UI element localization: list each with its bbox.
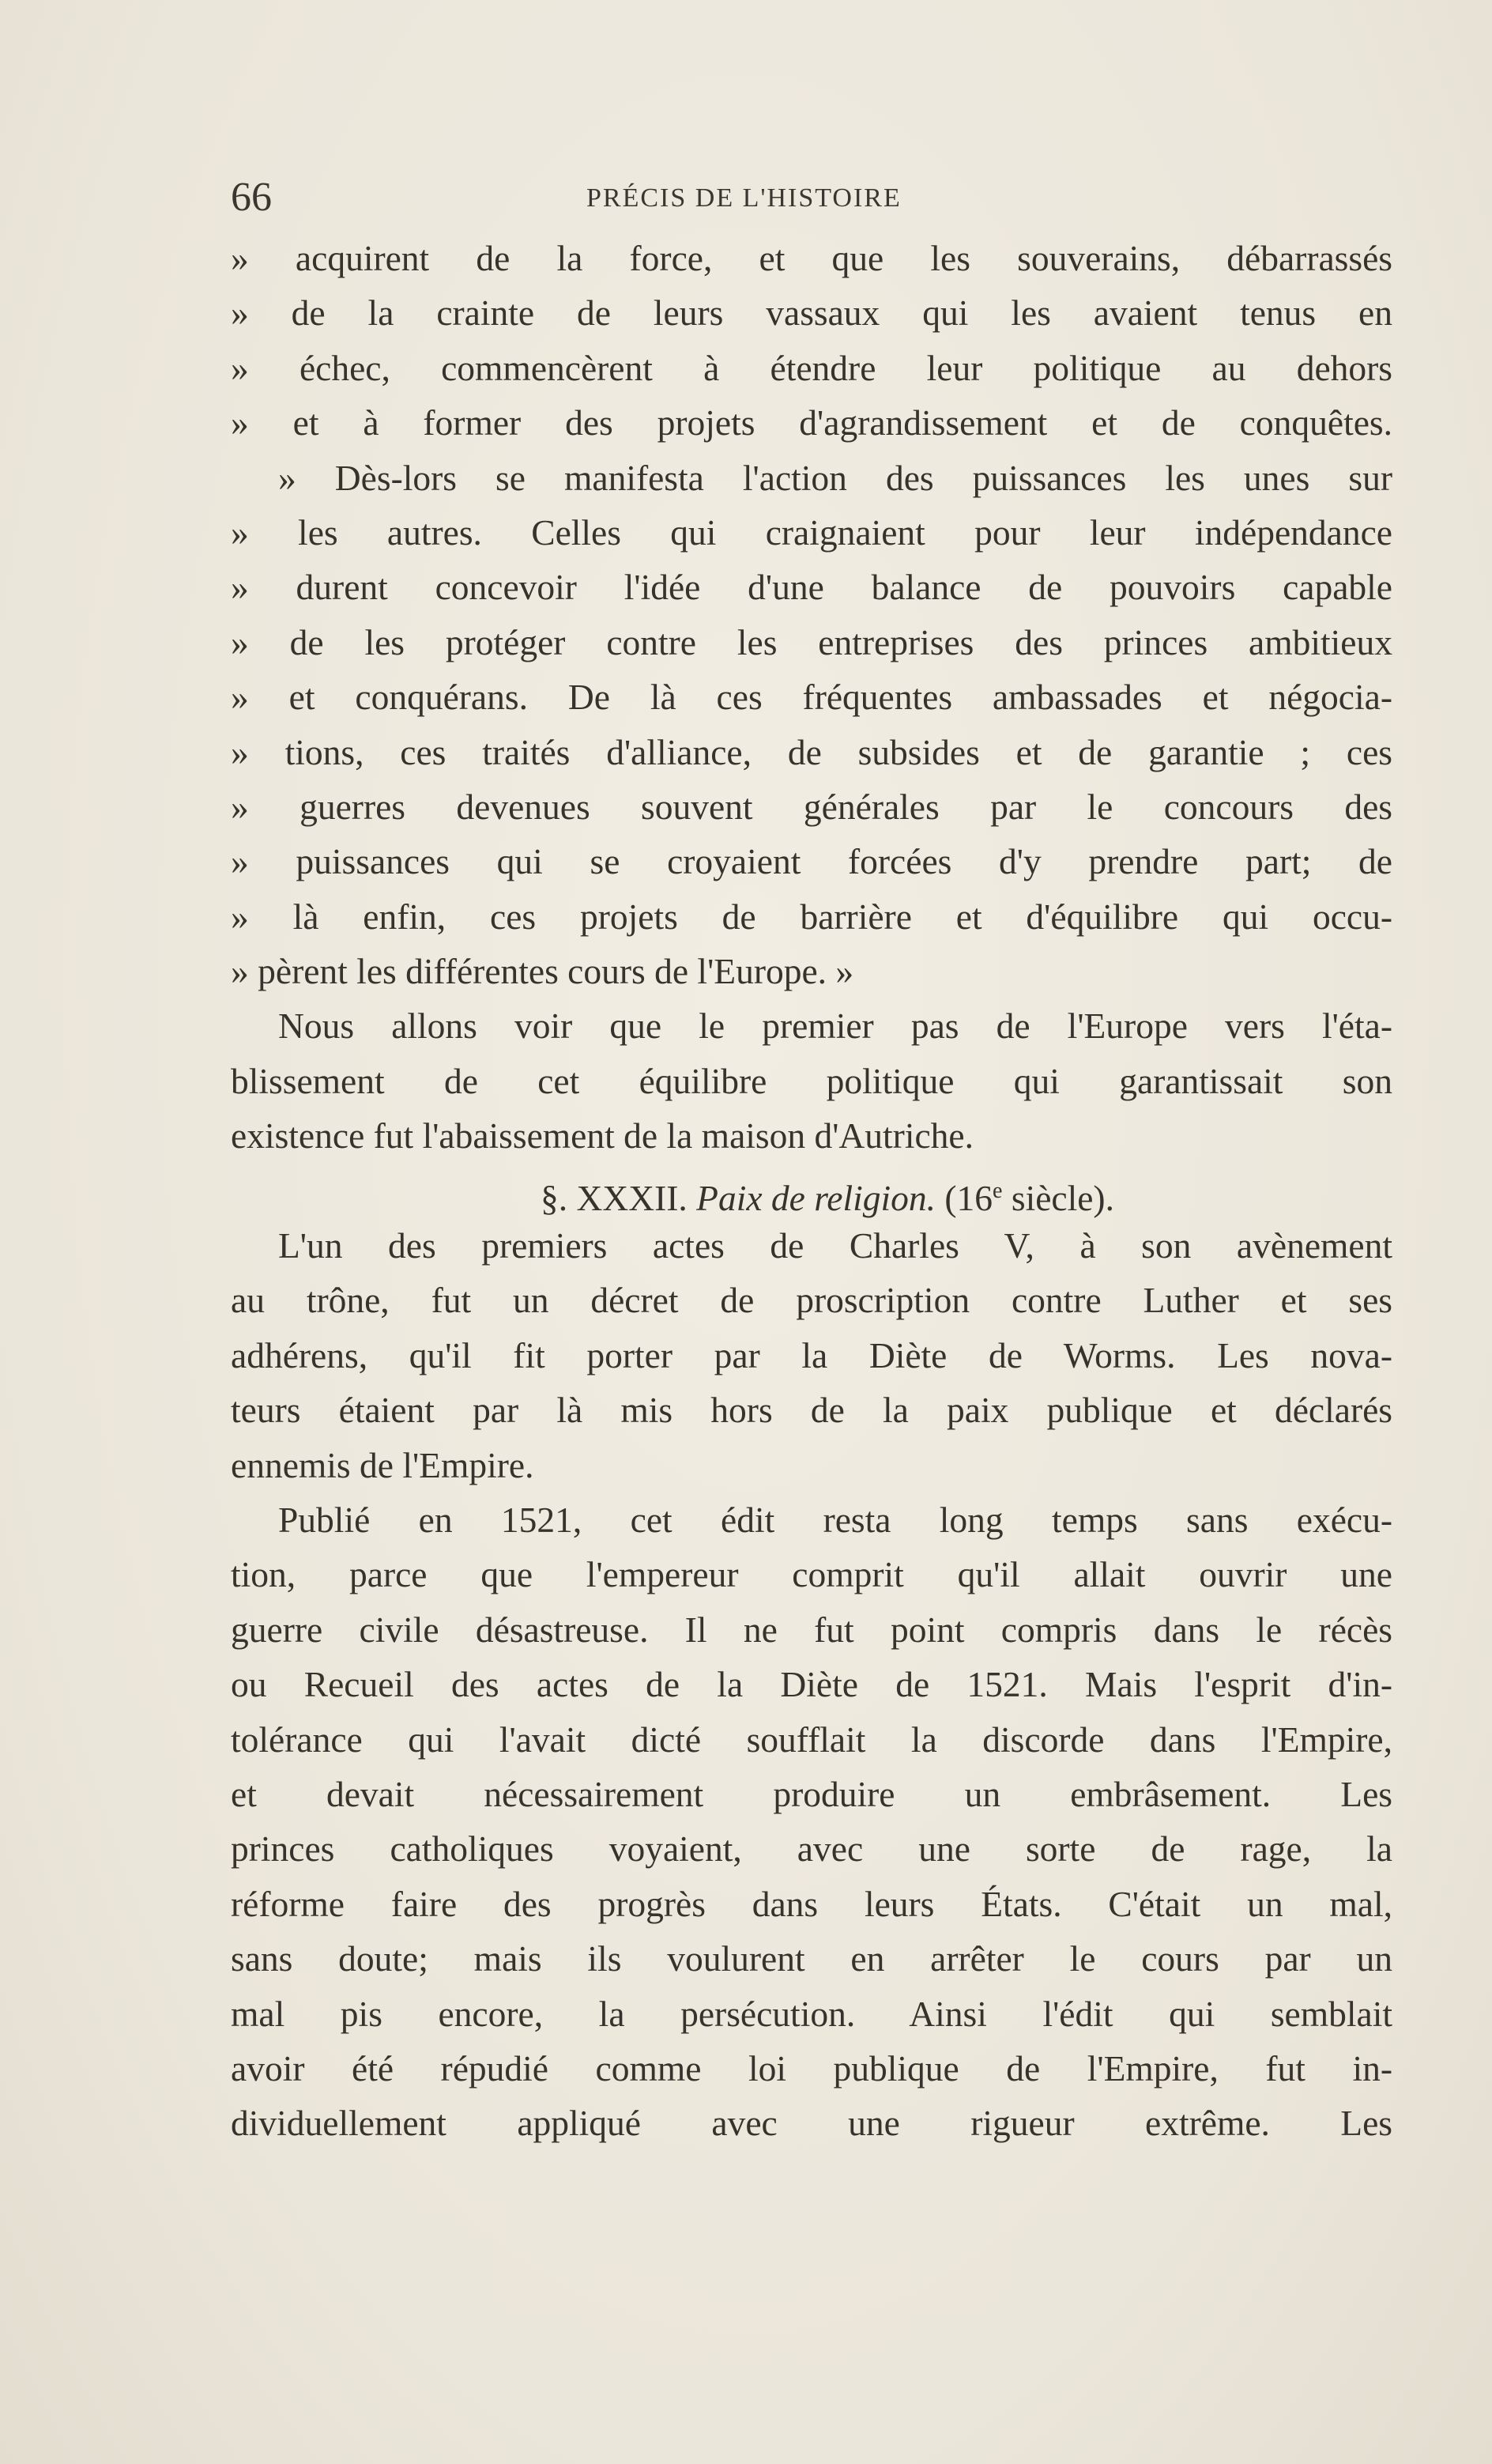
text-line: dividuellement appliqué avec une rigueur extrême. Les [231,2103,1392,2144]
page-header [231,174,1392,229]
text-line: blissement de cet équilibre politique qui garantissait son [231,1060,1392,1101]
text-line: » acquirent de la force, et que les souverains, débarrassés [231,238,1392,278]
text-line: au trône, fut un décret de proscription contre Luther et ses [231,1280,1392,1321]
paragraph [231,1492,1392,2151]
paragraph [231,1218,1392,1492]
text-line: réforme faire des progrès dans leurs États. C'était un mal, [231,1883,1392,1924]
text-line: tion, parce que l'empereur comprit qu'il allait ouvrir une [231,1554,1392,1595]
text-line: avoir été répudié comme loi publique de l'Empire, fut in- [231,2047,1392,2089]
page-body [231,231,1392,2151]
text-line: existence fut l'abaissement de la maison d'Autriche. [231,1115,974,1157]
page-number: 66 [231,175,272,220]
text-line: ennemis de l'Empire. [231,1444,534,1485]
quotation-block [231,231,1392,998]
text-line: » pèrent les différentes cours de l'Europe. » [231,951,854,992]
text-line: » les autres. Celles qui craignaient pour leur indépendance [231,511,1392,553]
text-line: » tions, ces traités d'alliance, de subsides et de garantie ; ces [231,731,1392,772]
section-number: §. XXXII. [541,1177,688,1218]
text-line: mal pis encore, la persécution. Ainsi l'édit qui semblait [231,1993,1392,2034]
text-line: Nous allons voir que le premier pas de l'Europe vers l'éta- [278,1006,1392,1047]
text-line: » échec, commencèrent à étendre leur politique au dehors [231,347,1392,388]
text-line: sans doute; mais ils voulurent en arrêter le cours par un [231,1938,1392,1979]
text-line: » là enfin, ces projets de barrière et d'équilibre qui occu- [231,896,1392,937]
text-line: » de les protéger contre les entreprises des princes ambitieux [231,621,1392,662]
text-line: et devait nécessairement produire un embrâsement. Les [231,1773,1392,1814]
section-heading [231,1164,1392,1218]
text-line: guerre civile désastreuse. Il ne fut point compris dans le récès [231,1609,1392,1650]
text-line: » de la crainte de leurs vassaux qui les avaient tenus en [231,292,1392,334]
section-date-sup: e [993,1178,1003,1203]
text-line: » et à former des projets d'agrandissement et de conquêtes. [231,402,1392,443]
section-date-close: siècle). [1002,1177,1114,1218]
section-title: Paix de religion. [696,1177,936,1218]
text-line: » guerres devenues souvent générales par le concours des [231,786,1392,827]
text-line: Publié en 1521, cet édit resta long temps sans exécu- [278,1499,1392,1540]
text-line: adhérens, qu'il fit porter par la Diète de Worms. Les nova- [231,1334,1392,1375]
paragraph [231,998,1392,1163]
text-line: » Dès-lors se manifesta l'action des puissances les unes sur [278,457,1392,498]
text-line: ou Recueil des actes de la Diète de 1521. Mais l'esprit d'in- [231,1664,1392,1705]
text-line: tolérance qui l'avait dicté soufflait la discorde dans l'Empire, [231,1719,1392,1760]
running-title: PRÉCIS DE L'HISTOIRE [586,183,902,213]
text-line: » et conquérans. De là ces fréquentes ambassades et négocia- [231,677,1392,718]
text-line: teurs étaient par là mis hors de la paix publique et déclarés [231,1390,1392,1431]
section-date-open: (16 [944,1177,993,1218]
text-line: » puissances qui se croyaient forcées d'y prendre part; de [231,841,1392,882]
text-line: » durent concevoir l'idée d'une balance de pouvoirs capable [231,567,1392,608]
text-line: princes catholiques voyaient, avec une sorte de rage, la [231,1828,1392,1870]
text-line: L'un des premiers actes de Charles V, à son avènement [278,1225,1392,1266]
